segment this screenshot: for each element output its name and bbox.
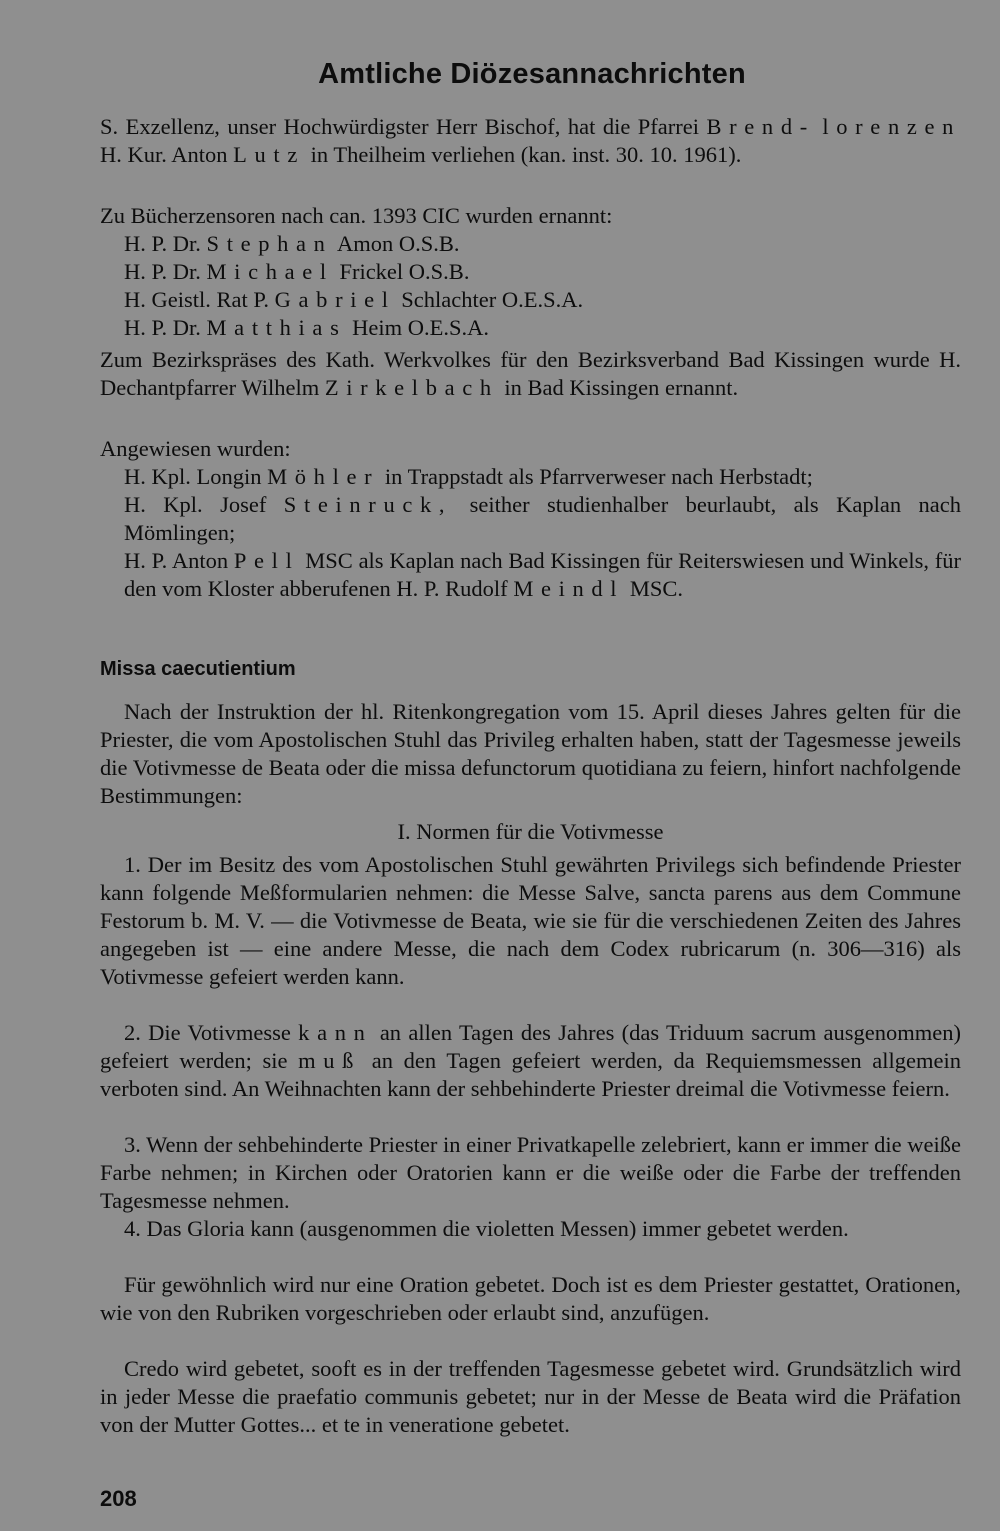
censor-entry: H. Geistl. Rat P. Gabriel Schlachter O.E.S.A. [124,287,584,312]
censor-entry: H. P. Dr. Matthias Heim O.E.S.A. [124,315,489,340]
norm-paragraph: 2. Die Votivmesse kann an allen Tagen des Jahres (das Triduum sacrum ausgenommen) gefeiert werden; sie muß an den Tagen gefeiert werden, da Requiemsmessen allgemein verboten sind. An Weihnachten kann der sehbehinderte Priester dreimal die Votivmesse feiern. [100,1020,962,1101]
page-header: Amtliche Diözesannachrichten [318,58,746,90]
assigned-intro: Angewiesen wurden: [100,436,291,461]
assignment-entry: H. P. Anton Pell MSC als Kaplan nach Bad Kissingen für Reiterswiesen und Winkels, für den vom Kloster abberufenen H. P. Rudolf Meindl MSC. [124,548,961,601]
praeses-appointment: Zum Bezirkspräses des Kath. Werkvolkes für den Bezirksverband Bad Kissingen wurde H. Dechantpfarrer Wilhelm Zirkelbach in Bad Kissingen ernannt. [100,347,961,400]
norms-subheading: I. Normen für die Votivmesse [397,819,664,844]
assignment-entry: H. Kpl. Josef Steinruck, seither studienhalber beurlaubt, als Kaplan nach Mömlingen; [124,492,961,545]
instruction-intro: Nach der Instruktion der hl. Ritenkongregation vom 15. April dieses Jahres gelten für die Priester, die vom Apostolischen Stuhl das Privileg erhalten haben, statt der Tagesmesse jeweils die Votivmesse de Beata oder die missa defunctorum quotidiana zu feiern, hinfort nachfolgende Bestimmungen: [100,699,961,808]
norm-paragraph: Für gewöhnlich wird nur eine Oration gebetet. Doch ist es dem Priester gestattet, Orationen, wie von den Rubriken vorgeschrieben oder erlaubt sind, anzufügen. [100,1272,961,1325]
norm-paragraph: 3. Wenn der sehbehinderte Priester in einer Privatkapelle zelebriert, kann er immer die weiße Farbe nehmen; in Kirchen oder Oratorien kann er die weiße oder die Farbe der treffenden Tagesmesse nehmen. [100,1132,961,1213]
parish-appointment: S. Exzellenz, unser Hochwürdigster Herr Bischof, hat die Pfarrei Brend- lorenzen H. Kur. Anton Lutz in Theilheim verliehen (kan. inst. 30. 10. 1961). [100,114,962,167]
norm-paragraph: 1. Der im Besitz des vom Apostolischen Stuhl gewährten Privilegs sich befindende Priester kann folgende Meßformularien nehmen: die Messe Salve, sancta parens aus dem Commune Festorum b. M. V. — die Votivmesse de Beata, wie sie für die verschiedenen Zeiten des Jahres angegeben ist — eine andere Messe, die nach dem Codex rubricarum (n. 306—316) als Votivmesse gefeiert werden kann. [100,852,961,989]
censor-entry: H. P. Dr. Michael Frickel O.S.B. [124,259,470,284]
page-number: 208 [100,1486,137,1511]
censor-entry: H. P. Dr. Stephan Amon O.S.B. [124,231,460,256]
norm-paragraph: Credo wird gebetet, sooft es in der treffenden Tagesmesse gebetet wird. Grundsätzlich wird in jeder Messe die praefatio communis gebetet; nur in der Messe de Beata wird die Präfation von der Mutter Gottes... et te in veneratione gebetet. [100,1356,961,1437]
censors-intro: Zu Bücherzensoren nach can. 1393 CIC wurden ernannt: [100,203,613,228]
section-title: Missa caecutientium [100,658,296,680]
assignment-entry: H. Kpl. Longin Möhler in Trappstadt als Pfarrverweser nach Herbstadt; [124,464,813,489]
norm-paragraph: 4. Das Gloria kann (ausgenommen die violetten Messen) immer gebetet werden. [124,1216,849,1241]
